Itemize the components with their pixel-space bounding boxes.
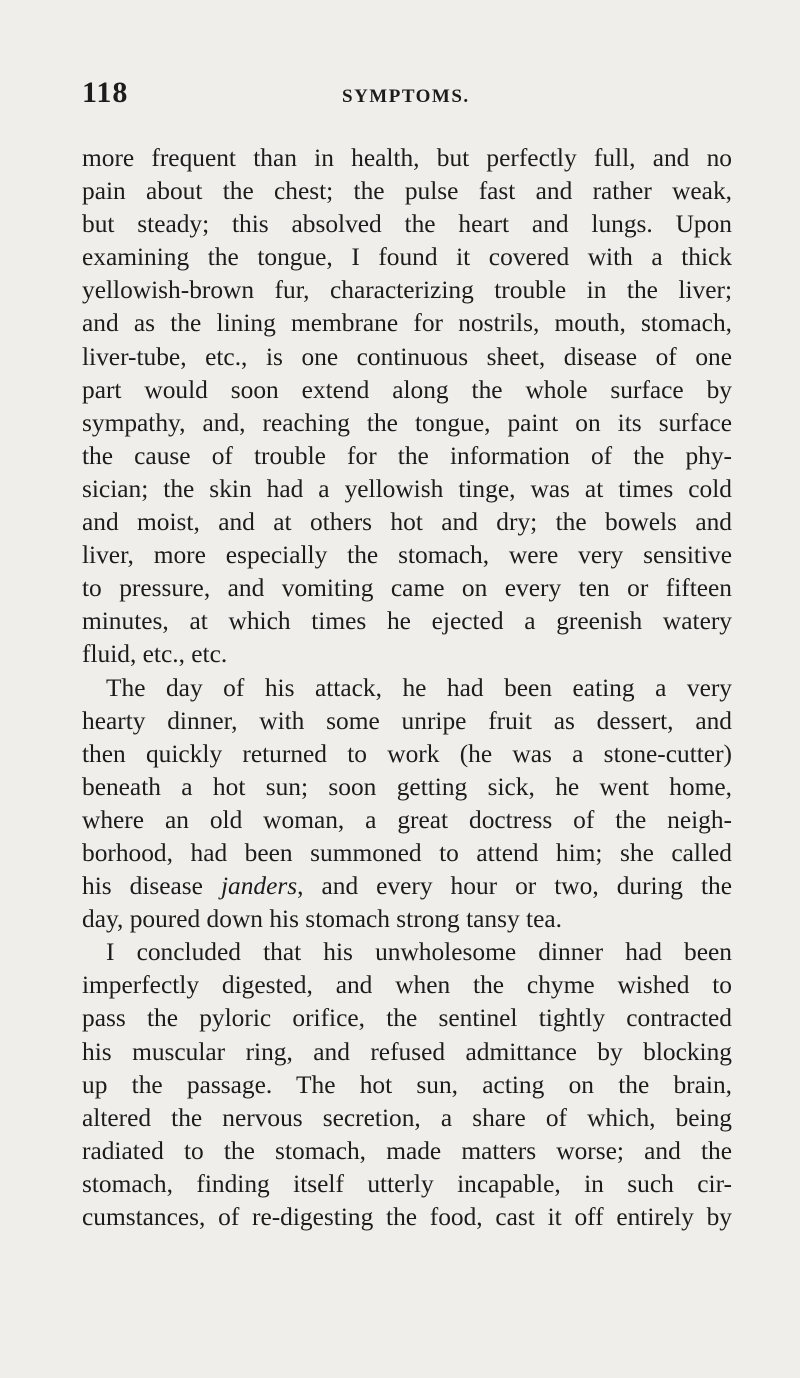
text-line: examining the tongue, I found it covered with a thick (82, 243, 732, 272)
text-line: minutes, at which times he ejected a greenish watery (82, 607, 732, 636)
page-number: 118 (82, 76, 129, 109)
text-line: fluid, etc., etc. (82, 640, 228, 669)
text-line: liver, more especially the stomach, were very sensitive (82, 541, 732, 570)
text-line: sician; the skin had a yellowish tinge, was at times cold (82, 474, 732, 503)
text-line: up the passage. The hot sun, acting on the brain, (82, 1070, 732, 1099)
text-line: day, poured down his stomach strong tansy tea. (82, 905, 562, 934)
text-line: beneath a hot sun; soon getting sick, he went home, (82, 772, 732, 801)
text-line: radiated to the stomach, made matters worse; and the (82, 1136, 732, 1165)
text-line: and as the lining membrane for nostrils, mouth, stomach, (82, 309, 732, 338)
text-span: his disease (82, 872, 221, 901)
paragraph-2 (82, 672, 732, 937)
text-line: the cause of trouble for the information of the phy- (82, 441, 732, 470)
running-head: SYMPTOMS. (342, 86, 470, 107)
paragraph-3 (82, 936, 732, 1234)
text-line: and moist, and at others hot and dry; the bowels and (82, 508, 732, 537)
paragraph-1 (82, 142, 732, 672)
page-header (82, 76, 722, 116)
text-line: sympathy, and, reaching the tongue, paint on its surface (82, 408, 732, 437)
page-body (82, 142, 732, 1234)
text-line: part would soon extend along the whole surface by (82, 375, 732, 404)
text-line: his muscular ring, and refused admittance by blocking (82, 1037, 732, 1066)
text-line: stomach, finding itself utterly incapable, in such cir- (82, 1169, 732, 1198)
text-line: pass the pyloric orifice, the sentinel tightly contracted (82, 1004, 732, 1033)
text-line: yellowish-brown fur, characterizing trouble in the liver; (82, 276, 732, 305)
italic-term: janders (220, 872, 298, 901)
text-line: altered the nervous secretion, a share of which, being (82, 1103, 732, 1132)
text-line: then quickly returned to work (he was a stone-cutter) (82, 739, 732, 768)
text-line: to pressure, and vomiting came on every ten or fifteen (82, 574, 732, 603)
text-line: cumstances, of re-digesting the food, cast it off entirely by (82, 1203, 732, 1231)
text-line: The day of his attack, he had been eating a very (106, 673, 732, 702)
text-line: I concluded that his unwholesome dinner had been (106, 938, 732, 967)
text-line-with-italic (82, 870, 732, 903)
text-line: but steady; this absolved the heart and lungs. Upon (82, 210, 732, 239)
text-line: hearty dinner, with some unripe fruit as dessert, and (82, 706, 732, 735)
text-line: pain about the chest; the pulse fast and rather weak, (82, 177, 732, 206)
text-span: , and every hour or two, during the (297, 872, 732, 901)
text-line: more frequent than in health, but perfectly full, and no (82, 144, 732, 172)
text-line: liver-tube, etc., is one continuous sheet, disease of one (82, 342, 732, 371)
text-line: where an old woman, a great doctress of the neigh- (82, 805, 732, 834)
text-line: borhood, had been summoned to attend him; she called (82, 838, 732, 867)
text-line: imperfectly digested, and when the chyme wished to (82, 971, 732, 1000)
